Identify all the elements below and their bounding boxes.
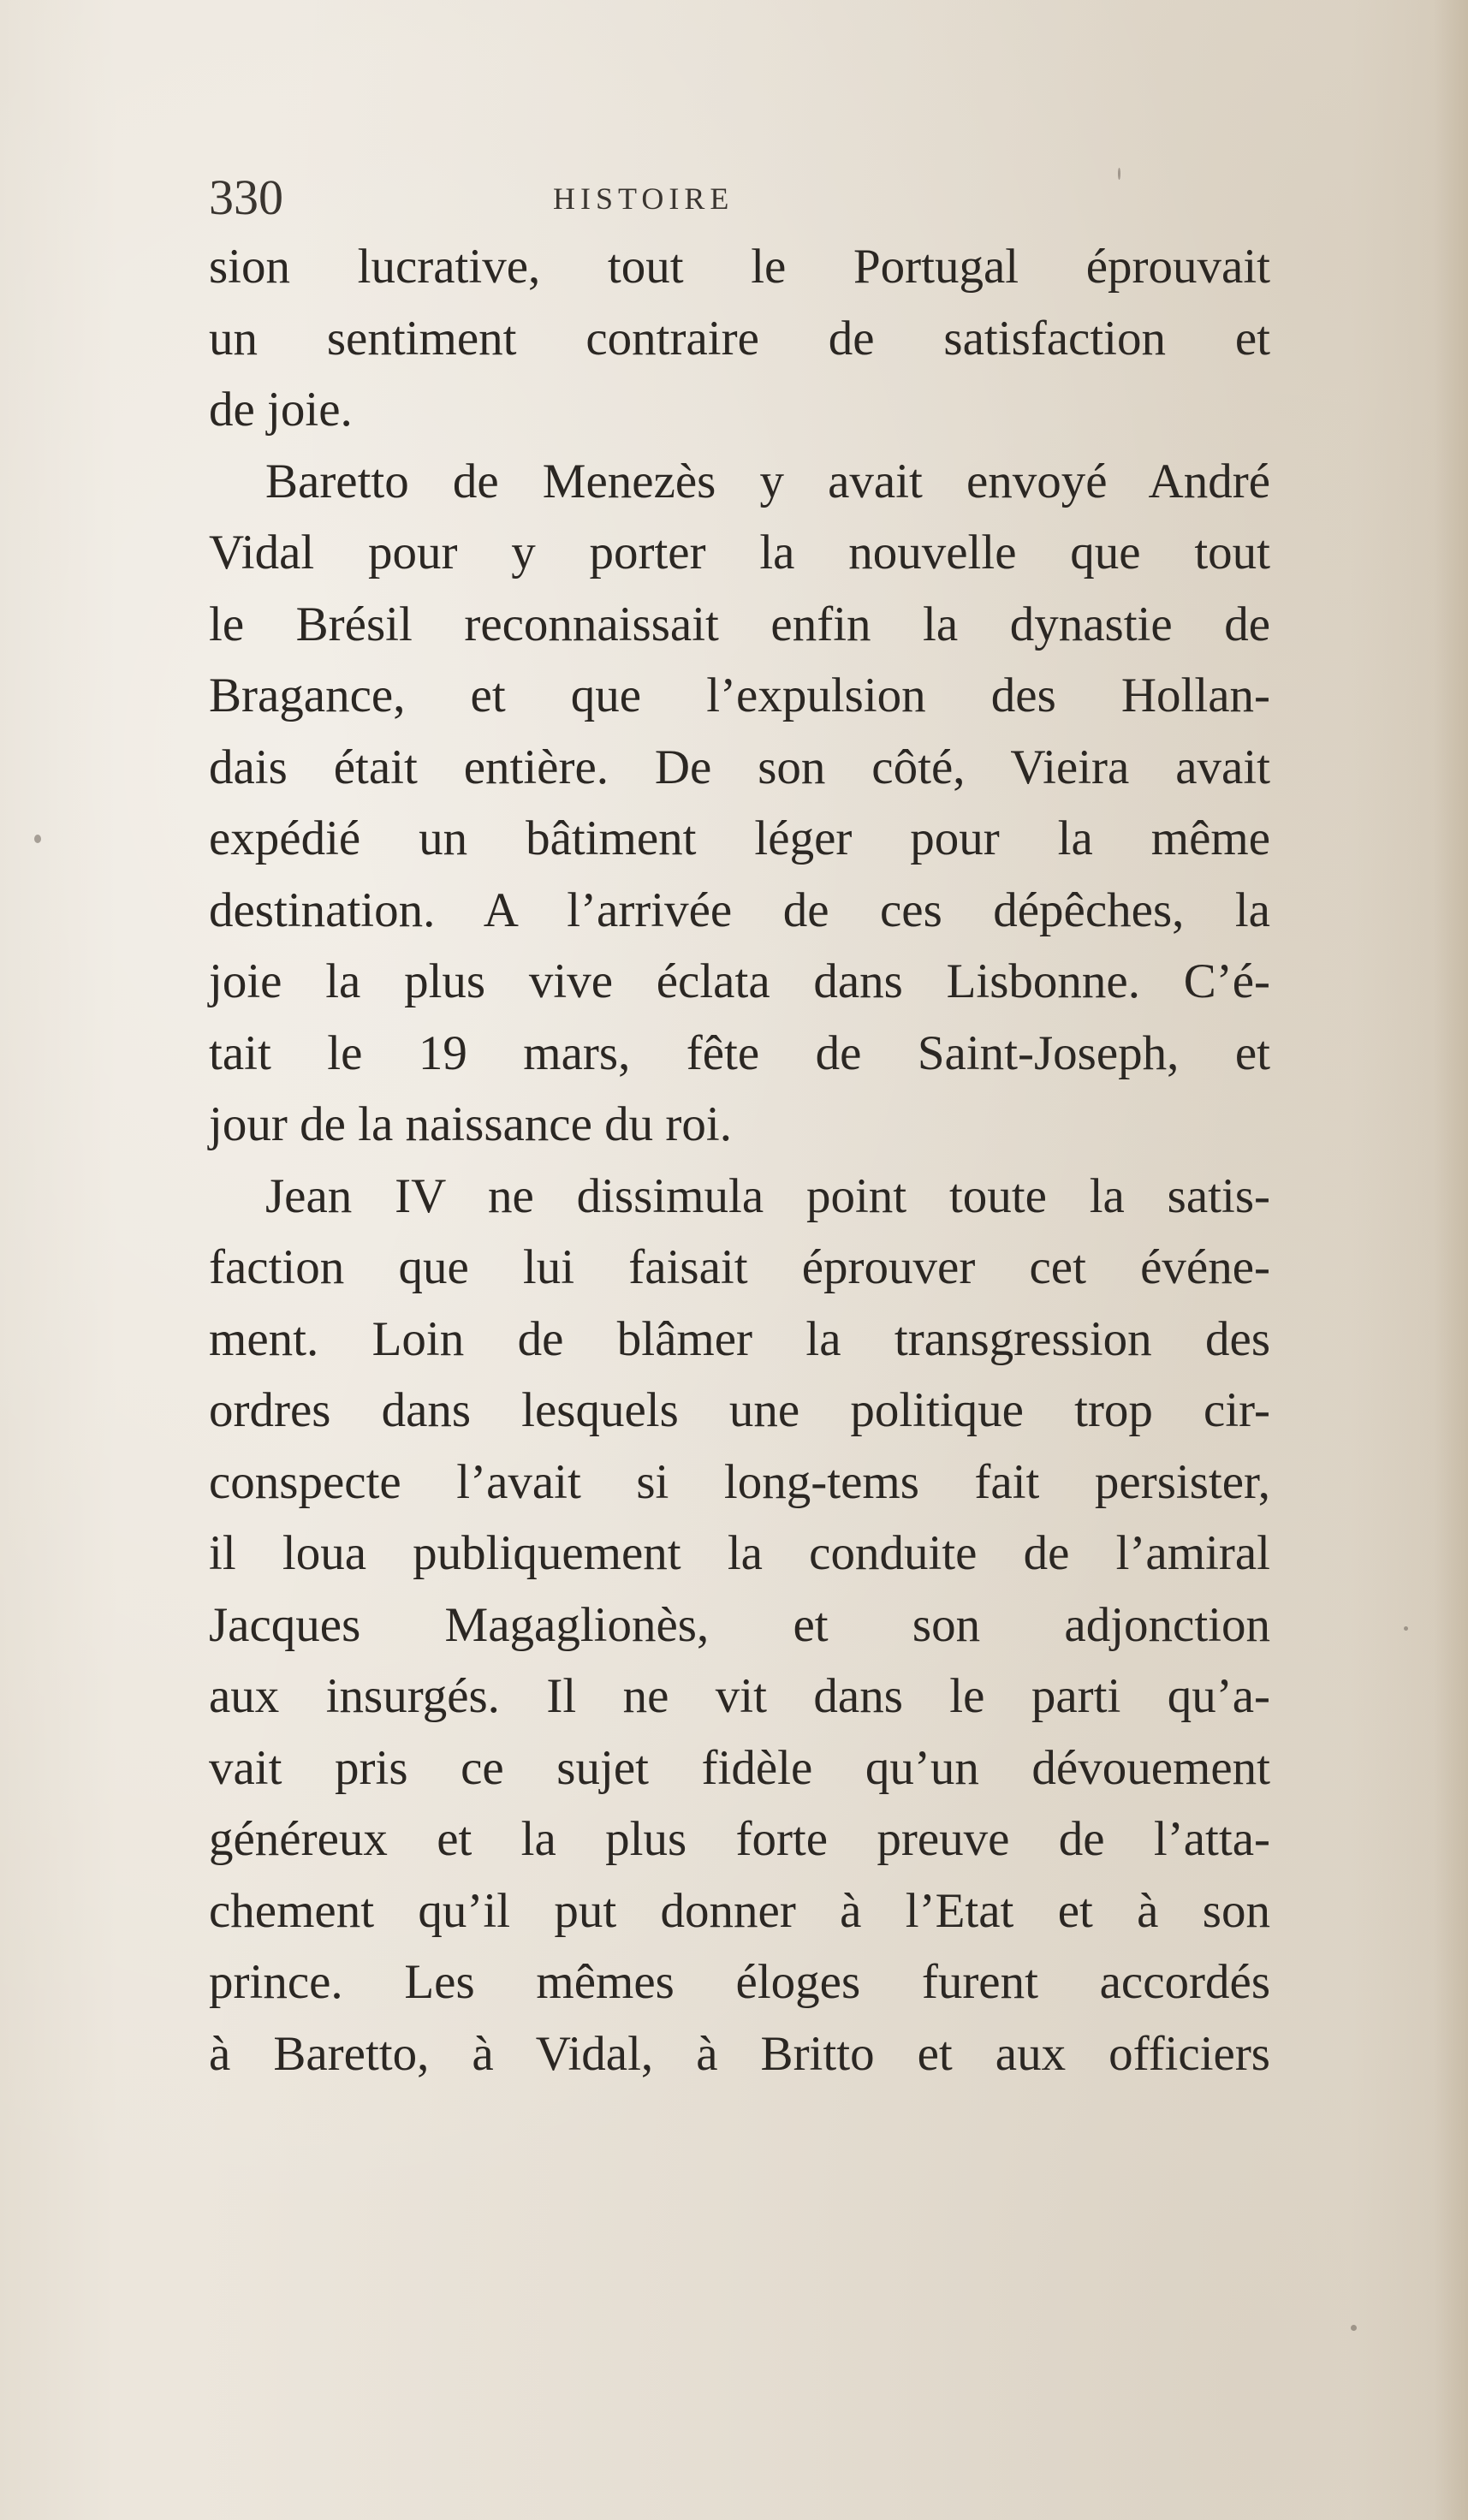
text-line: Bragance, et que l’expulsion des Hollan- (209, 669, 1270, 722)
text-line: joie la plus vive éclata dans Lisbonne. C’é- (209, 954, 1270, 1008)
text-line: le Brésil reconnaissait enfin la dynastie de (209, 597, 1270, 651)
text-line: Jean IV ne dissimula point toute la satis- (265, 1168, 1270, 1223)
text-line: jour de la naissance du roi. (209, 1097, 732, 1151)
text-line: chement qu’il put donner à l’Etat et à son (209, 1883, 1270, 1938)
text-line: sion lucrative, tout le Portugal éprouvait (209, 240, 1270, 294)
text-line: dais était entière. De son côté, Vieira avait (209, 740, 1270, 794)
text-line: ment. Loin de blâmer la transgression des (209, 1311, 1270, 1366)
text-line: Baretto de Menezès y avait envoyé André (265, 454, 1270, 508)
text-line: de joie. (209, 383, 353, 437)
text-line: conspecte l’avait si long-tems fait persister, (209, 1454, 1270, 1509)
text-line: tait le 19 mars, fête de Saint-Joseph, et (209, 1025, 1270, 1080)
text-line: prince. Les mêmes éloges furent accordés (209, 1955, 1270, 2009)
page-number: 330 (209, 169, 283, 225)
body-text (209, 231, 1270, 2089)
text-line: aux insurgés. Il ne vit dans le parti qu’a- (209, 1669, 1270, 1723)
text-line: vait pris ce sujet fidèle qu’un dévouement (209, 1740, 1270, 1795)
text-line: à Baretto, à Vidal, à Britto et aux officiers (209, 2026, 1270, 2081)
page-edge-shading (1434, 0, 1468, 2520)
text-line: Vidal pour y porter la nouvelle que tout (209, 526, 1270, 579)
paper-speck (1404, 1626, 1408, 1631)
text-line: faction que lui faisait éprouver cet événe- (209, 1240, 1270, 1294)
text-line: destination. A l’arrivée de ces dépêches, la (209, 883, 1270, 937)
page-header (209, 168, 1270, 228)
text-line: ordres dans lesquels une politique trop cir- (209, 1383, 1270, 1437)
text-line: expédié un bâtiment léger pour la même (209, 811, 1270, 865)
paper-speck (1351, 2325, 1357, 2331)
paper-speck (34, 835, 41, 843)
paper-speck (1118, 168, 1120, 180)
text-line: généreux et la plus forte preuve de l’atta- (209, 1812, 1270, 1866)
text-line: il loua publiquement la conduite de l’amiral (209, 1526, 1270, 1580)
text-line: Jacques Magaglionès, et son adjonction (209, 1597, 1270, 1652)
running-title: HISTOIRE (553, 181, 734, 216)
text-line: un sentiment contraire de satisfaction et (209, 311, 1270, 366)
